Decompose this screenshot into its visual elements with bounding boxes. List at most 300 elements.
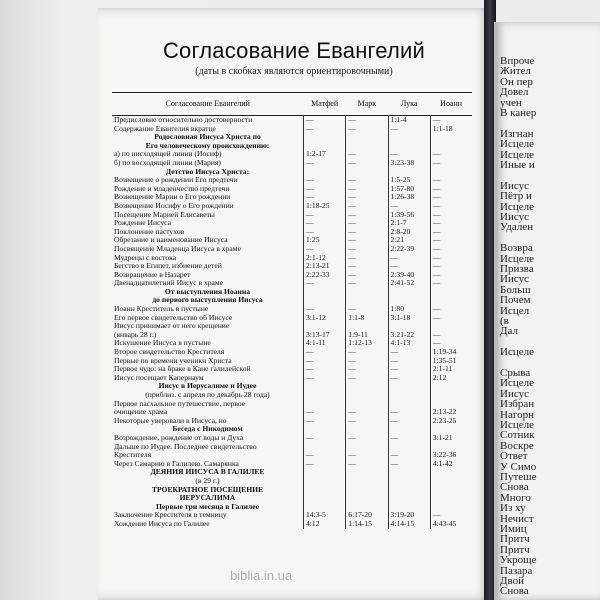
mark-ref: —	[346, 374, 388, 383]
event-cell: Рождение и младенчество предтечи	[112, 185, 303, 194]
mark-ref: —	[346, 125, 388, 134]
luke-ref: 3:21-22	[388, 331, 430, 340]
event-cell: Его первое свидетельство об Иисусе	[112, 314, 303, 323]
right-page-line: Избран	[500, 398, 535, 411]
matthew-ref	[303, 477, 345, 486]
john-ref: 3:22-36	[432, 451, 457, 460]
right-page-line: Путеше	[500, 471, 537, 483]
col-header-matthew: Матфей	[303, 93, 345, 116]
left-page	[98, 8, 490, 600]
table-row	[112, 211, 472, 220]
right-page-line: Воскре	[500, 439, 534, 452]
mark-ref	[346, 142, 388, 151]
matthew-ref: 3:13-17	[303, 331, 345, 340]
john-ref	[430, 486, 472, 495]
luke-ref: 3:23-38	[388, 159, 430, 168]
col-header-john: Иоанн	[430, 93, 472, 116]
table-row	[112, 348, 472, 357]
john-ref: —	[432, 313, 441, 322]
mark-ref	[346, 322, 388, 331]
matthew-ref: —	[303, 434, 345, 443]
matthew-ref	[303, 503, 345, 512]
event-cell: Дальше по Иудее. Последнее свидетельство	[112, 443, 303, 452]
event-cell: Возвращение в Назарет	[112, 271, 303, 280]
matthew-ref: —	[303, 460, 345, 469]
right-page-line: Изгнан	[500, 127, 534, 140]
john-ref	[430, 425, 472, 434]
right-page-line: Он пер	[500, 75, 533, 88]
right-page-line: Иисус	[500, 387, 529, 400]
event-cell: Возвещение Иосифу о Его рождении	[112, 202, 303, 211]
section-heading-row	[112, 468, 472, 477]
section-heading: ТРОЕКРАТНОЕ ПОСЕЩЕНИЕ	[112, 486, 303, 495]
john-ref: 2:23-25	[432, 416, 457, 425]
luke-ref	[388, 133, 430, 142]
luke-ref	[388, 443, 430, 452]
mark-ref: —	[346, 228, 388, 237]
matthew-ref: —	[303, 279, 345, 288]
john-ref: —	[432, 210, 441, 219]
matthew-ref: —	[303, 374, 345, 383]
mark-ref: 1:9-11	[346, 331, 388, 340]
john-ref: —	[432, 339, 441, 348]
event-cell: б) по восходящей линии (Мария)	[112, 159, 303, 168]
table-row	[112, 150, 472, 159]
matthew-ref	[303, 142, 345, 151]
luke-ref: —	[388, 125, 430, 134]
event-cell: Посвящение Младенца Иисуса в храме	[112, 245, 303, 254]
table-row	[112, 245, 472, 254]
event-cell: очищение храма	[112, 408, 303, 417]
john-ref	[430, 142, 472, 151]
luke-ref: —	[388, 417, 430, 426]
mark-ref: —	[346, 357, 388, 366]
matthew-ref: —	[303, 417, 345, 426]
right-page	[494, 22, 600, 600]
mark-ref: 6:17-20	[346, 511, 388, 520]
mark-ref	[346, 494, 388, 503]
mark-ref: —	[346, 451, 388, 460]
table-row	[112, 314, 472, 323]
right-page-line: Удален	[500, 221, 534, 234]
right-page-line: Из ху	[500, 502, 526, 515]
luke-ref: 1:57-80	[388, 185, 430, 194]
section-heading: Детство Иисуса Христа:	[112, 168, 303, 177]
matthew-ref: —	[303, 365, 345, 374]
watermark: biblia.in.ua	[230, 568, 293, 583]
luke-ref	[388, 322, 430, 331]
luke-ref	[388, 425, 430, 434]
event-cell: Первые по времени ученики Христа	[112, 357, 303, 366]
page-subtitle: (даты в скобках являются ориентировочными)	[195, 66, 393, 77]
right-page-line: Довел	[500, 86, 529, 99]
right-page-line: Призва	[500, 263, 534, 275]
luke-ref: 2:1-7	[388, 219, 430, 228]
john-ref: —	[432, 244, 441, 253]
matthew-ref: —	[303, 408, 345, 417]
luke-ref: —	[388, 357, 430, 366]
mark-ref	[346, 443, 388, 452]
right-page-line: Нагорн	[500, 408, 534, 421]
table-row	[112, 374, 472, 383]
matthew-ref	[303, 322, 345, 331]
john-ref: 2:12	[432, 373, 447, 382]
john-ref	[430, 168, 472, 177]
section-heading-row	[112, 391, 472, 400]
luke-ref: 4:14-15	[388, 520, 430, 529]
john-ref: 2:1-11	[432, 365, 453, 374]
right-page-line: Пётр и	[500, 190, 532, 203]
event-cell: Хождение Иисуса по Галилее	[112, 520, 303, 529]
right-page-line: Исцеле	[500, 138, 534, 151]
john-ref: —	[432, 201, 441, 210]
event-cell: Возрождение, рождение от воды и Духа	[112, 434, 303, 443]
right-page-line: Дал	[500, 325, 518, 338]
table-row	[112, 434, 472, 443]
table-row	[112, 236, 472, 245]
section-heading-row	[112, 486, 472, 495]
right-page-line: В канер	[500, 107, 537, 119]
section-heading: Беседа с Никодимом	[112, 425, 303, 434]
mark-ref	[346, 168, 388, 177]
mark-ref	[346, 468, 388, 477]
section-heading-row	[112, 296, 472, 305]
table-row	[112, 451, 472, 460]
matthew-ref: —	[303, 219, 345, 228]
table-row	[112, 262, 472, 271]
table-row	[112, 219, 472, 228]
section-heading-row	[112, 425, 472, 434]
john-ref	[430, 382, 472, 391]
table-header-row	[112, 93, 472, 116]
page-title: Согласование Евангелий	[162, 38, 426, 63]
right-page-gutter	[494, 22, 498, 600]
john-ref: —	[432, 184, 441, 193]
section-heading: Родословная Иисуса Христа по	[112, 133, 303, 142]
john-ref: 4:43-45	[432, 519, 457, 528]
right-page-line: Исцеле	[500, 200, 534, 213]
luke-ref	[388, 168, 430, 177]
right-page-line: Притч	[500, 533, 530, 546]
john-ref: —	[432, 219, 441, 228]
matthew-ref: 1:18-25	[303, 202, 345, 211]
john-ref: 1:19-34	[432, 348, 457, 357]
table-row	[112, 357, 472, 366]
matthew-ref: —	[303, 357, 345, 366]
mark-ref: 1:12-13	[346, 339, 388, 348]
mark-ref: —	[346, 219, 388, 228]
mark-ref	[346, 503, 388, 512]
event-cell: Крестителя	[112, 451, 303, 460]
mark-ref	[346, 288, 388, 297]
john-ref	[430, 288, 472, 297]
luke-ref: 1:5-25	[388, 176, 430, 185]
luke-ref: 1:1-4	[388, 116, 430, 125]
right-page-line: Сотник	[500, 429, 535, 442]
matthew-ref	[303, 296, 345, 305]
table-row	[112, 228, 472, 237]
mark-ref	[346, 425, 388, 434]
luke-ref: 2:22-39	[388, 245, 430, 254]
mark-ref: —	[346, 150, 388, 159]
section-heading-row	[112, 288, 472, 297]
matthew-ref	[303, 391, 345, 400]
section-heading: Его человеческому происхождению:	[112, 142, 303, 151]
section-heading-row	[112, 494, 472, 503]
matthew-ref: —	[303, 211, 345, 220]
luke-ref	[388, 382, 430, 391]
section-heading: Первые три месяца в Галилее	[112, 503, 303, 512]
mark-ref: —	[346, 408, 388, 417]
table-row	[112, 511, 472, 520]
mark-ref: —	[346, 279, 388, 288]
table-row	[112, 322, 472, 331]
right-page-line: Иисус	[500, 179, 529, 192]
matthew-ref	[303, 494, 345, 503]
right-page-line: У Симо	[500, 460, 537, 473]
event-cell: Возвещение о рождении Его предтечи	[112, 176, 303, 185]
mark-ref	[346, 382, 388, 391]
event-cell: Иоанн Креститель в пустыне	[112, 305, 303, 314]
table-row	[112, 520, 472, 529]
event-cell: Первое чудо: на браке в Кане галилейской	[112, 365, 303, 374]
mark-ref: —	[346, 417, 388, 426]
luke-ref: 2:39-40	[388, 271, 430, 280]
mark-ref	[346, 133, 388, 142]
john-ref: —	[432, 158, 441, 167]
event-cell: Заключение Крестителя в темницу	[112, 511, 303, 520]
right-page-line: (в	[500, 315, 509, 327]
matthew-ref: —	[303, 125, 345, 134]
john-ref: —	[432, 150, 441, 159]
event-cell: Первое пасхальное путешествие, первое	[112, 400, 303, 409]
john-ref	[430, 296, 472, 305]
john-ref	[430, 400, 472, 409]
luke-ref: —	[388, 434, 430, 443]
right-page-line: Притч	[500, 543, 530, 556]
matthew-ref	[303, 168, 345, 177]
right-page-line: Исцеле	[500, 377, 534, 390]
event-cell: Мудрецы с востока	[112, 254, 303, 263]
event-cell: Второе свидетельство Крестителя	[112, 348, 303, 357]
john-ref: —	[432, 115, 441, 124]
right-page-line: Иисус	[500, 211, 529, 223]
section-heading-row	[112, 142, 472, 151]
luke-ref: —	[388, 365, 430, 374]
john-ref: —	[432, 262, 441, 271]
table-row	[112, 185, 472, 194]
table-row	[112, 202, 472, 211]
section-heading: ДЕЯНИЯ ИИСУСА В ГАЛИЛЕЕ	[112, 468, 303, 477]
matthew-ref: —	[303, 305, 345, 314]
table-row	[112, 305, 472, 314]
luke-ref	[388, 400, 430, 409]
luke-ref: —	[388, 374, 430, 383]
matthew-ref: 4:12	[303, 520, 345, 529]
matthew-ref: —	[303, 245, 345, 254]
table-row	[112, 279, 472, 288]
luke-ref: —	[388, 150, 430, 159]
mark-ref: —	[346, 185, 388, 194]
john-ref: —	[432, 253, 441, 262]
mark-ref: —	[346, 245, 388, 254]
luke-ref	[388, 494, 430, 503]
matthew-ref	[303, 400, 345, 409]
event-cell: Некоторые уверовали в Иисуса, но	[112, 417, 303, 426]
john-ref: —	[432, 330, 441, 339]
matthew-ref: 1:2-17	[303, 150, 345, 159]
luke-ref: —	[388, 262, 430, 271]
luke-ref: 2:41-52	[388, 279, 430, 288]
table-row	[112, 271, 472, 280]
john-ref	[430, 477, 472, 486]
event-cell: Предисловие относительно достоверности	[112, 116, 303, 125]
event-cell: Иисус посещает Капернаум	[112, 374, 303, 383]
section-heading: (в 29 г.)	[112, 477, 303, 486]
right-page-line: Много	[500, 491, 531, 504]
right-page-line: Исцеле	[500, 252, 534, 265]
matthew-ref	[303, 288, 345, 297]
right-page-line: Впроче	[500, 55, 535, 67]
table-row	[112, 125, 472, 134]
table-row	[112, 443, 472, 452]
section-heading: (приблиз. с апреля по декабрь 28 года)	[112, 391, 303, 400]
mark-ref: —	[346, 254, 388, 263]
col-header-mark: Марк	[346, 93, 388, 116]
john-ref	[430, 133, 472, 142]
event-cell: Двенадцатилетний Иисус в храме	[112, 279, 303, 288]
table-row	[112, 460, 472, 469]
right-page-line: Имиц	[500, 523, 527, 535]
luke-ref: 4:1-13	[388, 339, 430, 348]
right-page-line: Укроще	[500, 554, 537, 567]
john-ref: —	[432, 511, 441, 520]
event-cell: Рождение Иисуса	[112, 219, 303, 228]
mark-ref: —	[346, 365, 388, 374]
table-row	[112, 193, 472, 202]
event-cell: Бегство в Египет, избиение детей	[112, 262, 303, 271]
matthew-ref	[303, 443, 345, 452]
right-page-line: Возвра	[500, 242, 533, 255]
event-cell: Через Самарию в Галилею. Самарянка	[112, 460, 303, 469]
section-heading-row	[112, 133, 472, 142]
matthew-ref: 14:3-5	[303, 511, 345, 520]
event-cell: Возвещение Марии о Его рождении	[112, 193, 303, 202]
section-heading-row	[112, 168, 472, 177]
right-page-line: Срыва	[500, 367, 531, 379]
matthew-ref	[303, 425, 345, 434]
luke-ref: —	[388, 460, 430, 469]
luke-ref: —	[388, 202, 430, 211]
matthew-ref: 3:1-12	[303, 314, 345, 323]
right-page-line: Снова	[500, 481, 529, 494]
matthew-ref: —	[303, 193, 345, 202]
luke-ref	[388, 142, 430, 151]
mark-ref	[346, 486, 388, 495]
section-heading: От выступления Иоанна	[112, 288, 303, 297]
right-page-line: Ответ	[500, 450, 528, 463]
luke-ref: 1:39-56	[388, 211, 430, 220]
right-page-line: Жител	[500, 65, 531, 78]
mark-ref	[346, 477, 388, 486]
event-cell: Обрезание и наименование Иисуса	[112, 236, 303, 245]
right-page-line: Исцел	[500, 304, 530, 317]
mark-ref: —	[346, 348, 388, 357]
mark-ref: —	[346, 211, 388, 220]
matthew-ref: —	[303, 228, 345, 237]
table-row	[112, 339, 472, 348]
section-heading: Иисус в Иерусалиме и Иудее	[112, 382, 303, 391]
john-ref	[430, 391, 472, 400]
luke-ref	[388, 503, 430, 512]
luke-ref: —	[388, 451, 430, 460]
event-cell: Посещение Марией Елисаветы	[112, 211, 303, 220]
luke-ref: 3:19-20	[388, 511, 430, 520]
section-heading-row	[112, 382, 472, 391]
table-row	[112, 159, 472, 168]
luke-ref: 3:1-18	[388, 314, 430, 323]
john-ref	[430, 503, 472, 512]
john-ref: 1:35-51	[432, 356, 457, 365]
event-cell: а) по нисходящей линии (Иосиф)	[112, 150, 303, 159]
luke-ref	[388, 486, 430, 495]
john-ref: —	[432, 305, 441, 314]
table-row	[112, 408, 472, 417]
john-ref: 1:1-18	[432, 124, 453, 133]
luke-ref: 2:8-20	[388, 228, 430, 237]
mark-ref: —	[346, 176, 388, 185]
john-ref: 4:1-42	[432, 459, 453, 468]
right-page-line: Нечист	[500, 512, 534, 525]
right-page-line: Снова	[500, 585, 529, 598]
john-ref	[430, 322, 472, 331]
john-ref: —	[432, 227, 441, 236]
matthew-ref: 2:22-33	[303, 271, 345, 280]
event-cell: Поклонение пастухов	[112, 228, 303, 237]
matthew-ref: 2:1-12	[303, 254, 345, 263]
luke-ref: —	[388, 408, 430, 417]
right-page-line: Исцеле	[500, 346, 534, 359]
event-cell: Иисус принимает от него крещение	[112, 322, 303, 331]
matthew-ref: —	[303, 185, 345, 194]
matthew-ref: —	[303, 159, 345, 168]
mark-ref: —	[346, 305, 388, 314]
table-row	[112, 116, 472, 125]
right-page-line: Почем	[500, 294, 531, 307]
luke-ref: 1:80	[388, 305, 430, 314]
section-heading-row	[112, 503, 472, 512]
luke-ref	[388, 391, 430, 400]
john-ref	[430, 494, 472, 503]
john-ref: —	[432, 176, 441, 185]
john-ref: 3:1-21	[432, 433, 453, 442]
matthew-ref	[303, 468, 345, 477]
right-page-line: Пазара	[500, 564, 533, 577]
mark-ref: —	[346, 262, 388, 271]
table-body	[112, 116, 472, 529]
luke-ref	[388, 468, 430, 477]
matthew-ref: 2:13-21	[303, 262, 345, 271]
john-ref: —	[432, 236, 441, 245]
mark-ref: —	[346, 460, 388, 469]
luke-ref: —	[388, 348, 430, 357]
table-row	[112, 417, 472, 426]
john-ref	[430, 468, 472, 477]
matthew-ref	[303, 133, 345, 142]
right-page-line: Больш	[500, 283, 531, 296]
mark-ref: —	[346, 271, 388, 280]
matthew-ref: 4:1-11	[303, 339, 345, 348]
